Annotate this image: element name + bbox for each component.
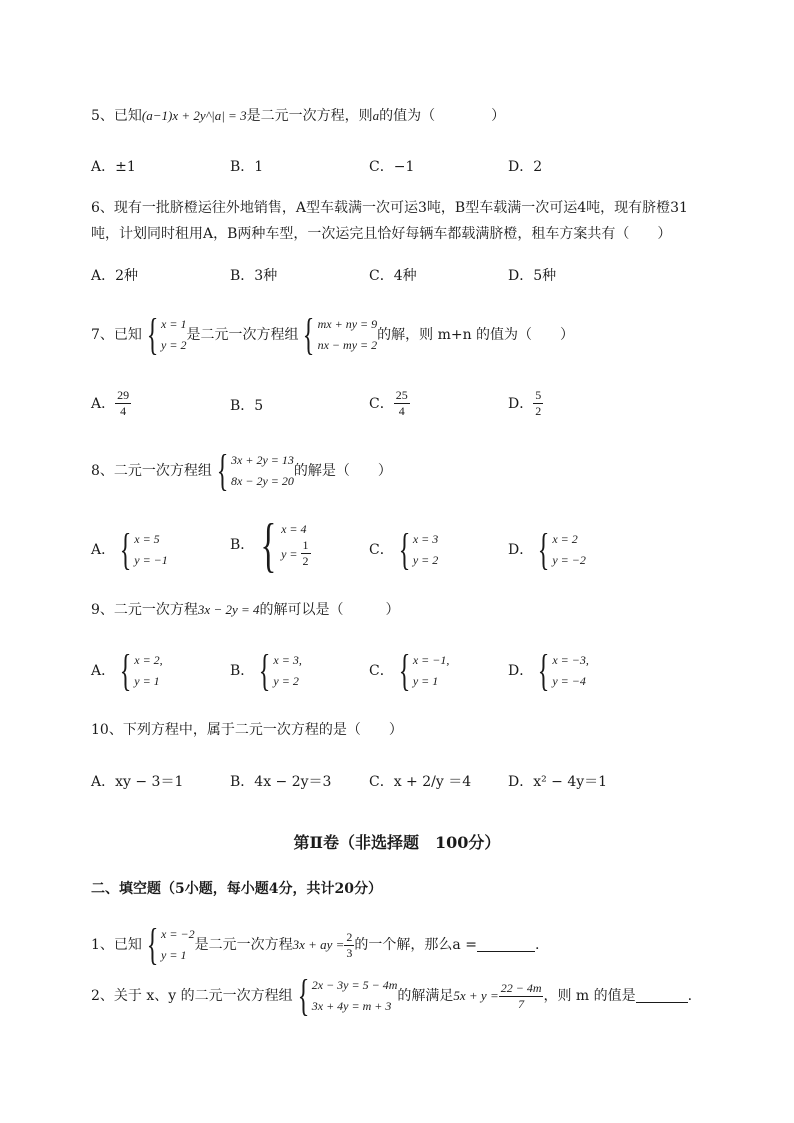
f2-stem-mid: 的解满足 — [397, 988, 454, 1004]
f2-stem-start: 2、关于 x、y 的二元一次方程组 — [91, 988, 293, 1004]
q8-eq-2: 8x − 2y = 20 — [231, 474, 294, 488]
q7-eq-1: mx + ny = 9 — [317, 317, 378, 331]
q7-option-d-label: D． — [508, 395, 534, 412]
q7-sol-y: y = 2 — [161, 338, 187, 352]
q7-option-a-label: A． — [91, 395, 116, 412]
q5-stem-end: 的值为（ ） — [379, 108, 506, 124]
q10-option-c[interactable]: C．x + 2/y ＝4 — [369, 774, 472, 790]
fill-question-2: 2、关于 x、y 的二元一次方程组 { 2x − 3y = 5 − 4m 3x + 4y = m + 3 的解满足 5x + y = $\frac{22 - 4m}{7}$ ，则 m 的值是 . — [91, 971, 693, 1020]
q6-line-2: 吨，计划同时租用A，B两种车型，一次运完且恰好每辆车都载满脐橙，租车方案共有（ ） — [91, 226, 672, 242]
question-5 — [91, 106, 505, 126]
q7-option-c-label: C． — [369, 395, 394, 412]
q9-option-d[interactable]: D． { x = −3, y = −4 — [508, 646, 589, 695]
q6-option-d[interactable]: D．5种 — [508, 268, 557, 284]
q7-option-c[interactable] — [369, 388, 410, 419]
f1-fraction: $\frac{2}{3}$ — [346, 929, 353, 960]
q7-eq-2: nx − my = 2 — [317, 338, 378, 352]
q7-option-c-fraction: $\frac{25}{4}$ — [395, 388, 408, 418]
q8-equation-system: { 3x + 2y = 13 8x − 2y = 20 — [216, 446, 294, 495]
q9-equation: 3x − 2y = 4 — [197, 602, 260, 617]
f2-equation-system: { 2x − 3y = 5 − 4m 3x + 4y = m + 3 — [297, 971, 398, 1020]
q9-option-c[interactable]: C． { x = −1, y = 1 — [369, 646, 450, 695]
f2-stem-end: ，则 m 的值是 — [543, 988, 636, 1004]
q5-option-a[interactable]: A．±1 — [91, 159, 136, 175]
q9-stem-end: 的解可以是（ ） — [259, 602, 400, 618]
q9-option-a[interactable]: A． { x = 2, y = 1 — [91, 646, 163, 695]
f2-fraction: $\frac{22 - 4m}{7}$ — [500, 980, 542, 1011]
question-7 — [91, 310, 575, 359]
q10-option-b[interactable]: B．4x − 2y＝3 — [230, 774, 332, 790]
f1-solution-system: { x = −2 y = 1 — [146, 920, 195, 969]
q7-option-a[interactable] — [91, 388, 131, 419]
q8-option-a[interactable]: A． { x = 5 y = −1 — [91, 525, 168, 574]
q5-option-d[interactable]: D．2 — [508, 159, 543, 175]
q7-solution-system: { x = 1 y = 2 — [146, 310, 187, 359]
q5-option-c[interactable]: C．−1 — [369, 159, 415, 175]
question-9 — [91, 600, 400, 620]
q5-stem-mid: 是二元一次方程，则 — [246, 108, 373, 124]
f1-stem-start: 1、已知 — [91, 937, 142, 953]
q8-option-c[interactable]: C． { x = 3 y = 2 — [369, 525, 439, 574]
question-10: 10、下列方程中，属于二元一次方程的是（ ） — [91, 722, 403, 738]
f2-answer-blank[interactable] — [636, 990, 688, 1003]
f1-stem-end: 的一个解，那么a = — [354, 937, 477, 953]
part-2-heading: 第Ⅱ卷（非选择题 100分） — [293, 833, 501, 852]
q10-option-a[interactable]: A．xy − 3＝1 — [91, 774, 184, 790]
q6-option-a[interactable]: A．2种 — [91, 268, 139, 284]
q8-eq-1: 3x + 2y = 13 — [231, 453, 294, 467]
q8-stem-end: 的解是（ ） — [293, 463, 392, 479]
q8-option-b[interactable]: B． { x = 4 y = $\frac{1}{2}$ — [230, 511, 309, 578]
f1-answer-blank[interactable] — [477, 939, 535, 952]
f1-equation: 3x + ay = — [292, 937, 345, 952]
q7-option-d[interactable] — [508, 388, 543, 419]
q5-equation: (a−1)x + 2y^|a| = 3 — [141, 108, 247, 123]
question-8 — [91, 446, 392, 495]
q9-option-b[interactable]: B． { x = 3, y = 2 — [230, 646, 302, 695]
q8-stem-start: 8、二元一次方程组 — [91, 463, 212, 479]
q6-option-b[interactable]: B．3种 — [230, 268, 278, 284]
q6-option-c[interactable]: C．4种 — [369, 268, 417, 284]
q7-option-b[interactable]: B．5 — [230, 398, 264, 414]
q9-stem-start: 9、二元一次方程 — [91, 602, 198, 618]
fill-question-1: 1、已知 { x = −2 y = 1 是二元一次方程 3x + ay = $\frac{2}{3}$ 的一个解，那么a = . — [91, 920, 540, 969]
q7-sol-x: x = 1 — [161, 317, 187, 331]
q6-line-1: 6、现有一批脐橙运往外地销售，A型车载满一次可运3吨，B型车载满一次可运4吨，现有脐橙31 — [91, 200, 688, 216]
q5-option-b[interactable]: B．1 — [230, 159, 264, 175]
q7-option-d-fraction: $\frac{5}{2}$ — [535, 388, 542, 418]
q7-stem-end: 的解，则 m+n 的值为（ ） — [377, 327, 575, 343]
q7-option-a-fraction: $\frac{29}{4}$ — [117, 388, 130, 418]
q7-stem-mid: 是二元一次方程组 — [186, 327, 299, 343]
q7-equation-system: { mx + ny = 9 nx − my = 2 — [303, 310, 378, 359]
f2-equation: 5x + y = — [453, 988, 499, 1003]
q10-option-d[interactable]: D．x² − 4y＝1 — [508, 774, 608, 790]
q8-option-d[interactable]: D． { x = 2 y = −2 — [508, 525, 586, 574]
q5-stem-start: 5、已知 — [91, 108, 142, 124]
section-2-heading: 二、填空题（5小题，每小题4分，共计20分） — [91, 881, 382, 897]
q5-variable: a — [372, 108, 380, 123]
q7-stem-start: 7、已知 — [91, 327, 142, 343]
f1-stem-mid: 是二元一次方程 — [194, 937, 293, 953]
